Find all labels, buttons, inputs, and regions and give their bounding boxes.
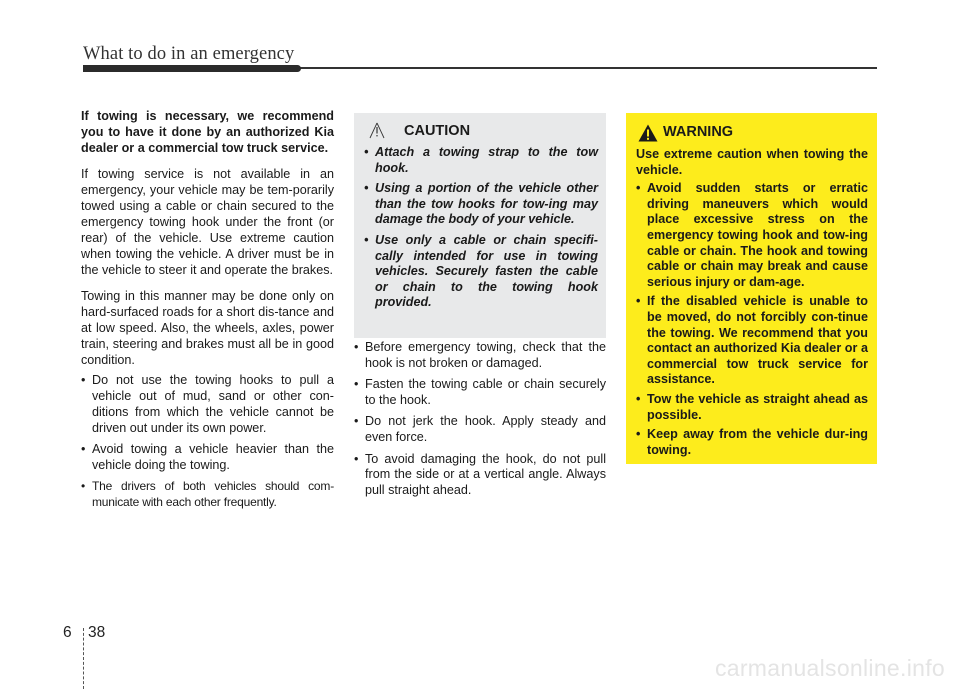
list-item: • If the disabled vehicle is unable to be moved, do not forcibly con-tinue the towing. We recommend that you contact an authorized Kia dealer or a commercial tow truck service for assistance. [636,294,868,388]
list-item: • Avoid sudden starts or erratic driving maneuvers which would place excessive stress on the emergency towing hook and tow-ing cable or chain. The hook and towing cable or chain may break and cause serious injury or dam-age. [636,181,868,290]
warning-title: WARNING [663,124,734,140]
chapter-number: 6 [63,624,72,641]
body-paragraph: Towing in this manner may be done only on hard-surfaced roads for a short dis-tance and at low speed. Also, the wheels, axles, power train, steering and brakes must all be in good condition. [81,289,334,367]
intro-paragraph: If towing is necessary, we recommend you to have it done by an authorized Kia dealer or a commercial tow truck service. [81,109,334,155]
header-accent-bar [83,65,301,72]
towing-steps-list [354,340,606,498]
caution-box [354,113,606,338]
list-item: • Tow the vehicle as straight ahead as possible. [636,392,868,423]
list-item: • Before emergency towing, check that the hook is not broken or damaged. [354,340,606,371]
list-item: • Fasten the towing cable or chain securely to the hook. [354,377,606,408]
body-paragraph: If towing service is not available in an emergency, your vehicle may be tem-porarily towed using a cable or chain secured to the emergency towing hook under the front (or rear) of the vehicle. Use extreme caution when towing the vehicle. A driver must be in the vehicle to steer it and operate the brakes. [81,167,334,277]
page-number: 38 [88,624,106,641]
list-item: • Do not jerk the hook. Apply steady and even force. [354,414,606,445]
list-item: • Keep away from the vehicle dur-ing towing. [636,427,868,458]
middle-column [354,340,606,504]
watermark: carmanualsonline.info [714,655,945,681]
footer-divider [83,628,85,689]
warning-body [636,147,868,462]
list-item: • Do not use the towing hooks to pull a vehicle out of mud, sand or other con-ditions from which the vehicle cannot be driven out under its own power. [81,372,334,436]
list-item: • Using a portion of the vehicle other than the tow hooks for tow-ing may damage the body of your vehicle. [364,181,598,228]
warning-list [636,181,868,458]
caution-title: CAUTION [404,123,471,139]
warning-box [626,113,877,464]
list-item: • Avoid towing a vehicle heavier than the vehicle doing the towing. [81,441,334,473]
list-item: • Use only a cable or chain specifi-cally intended for use in towing vehicles. Securely fasten the cable or chain to the towing hook provided. [364,233,598,311]
list-item: • Attach a towing strap to the tow hook. [364,145,598,176]
list-item: • To avoid damaging the hook, do not pull from the side or at a vertical angle. Always pull straight ahead. [354,452,606,499]
warning-triangle-filled-icon [638,124,658,142]
warning-intro: Use extreme caution when towing the vehicle. [636,147,868,177]
list-item: • The drivers of both vehicles should com-municate with each other frequently. [81,478,334,510]
section-title: What to do in an emergency [83,44,295,64]
towing-bullet-list [81,372,334,510]
warning-triangle-outline-icon [368,122,386,140]
caution-list [364,145,598,316]
left-column [81,108,334,515]
